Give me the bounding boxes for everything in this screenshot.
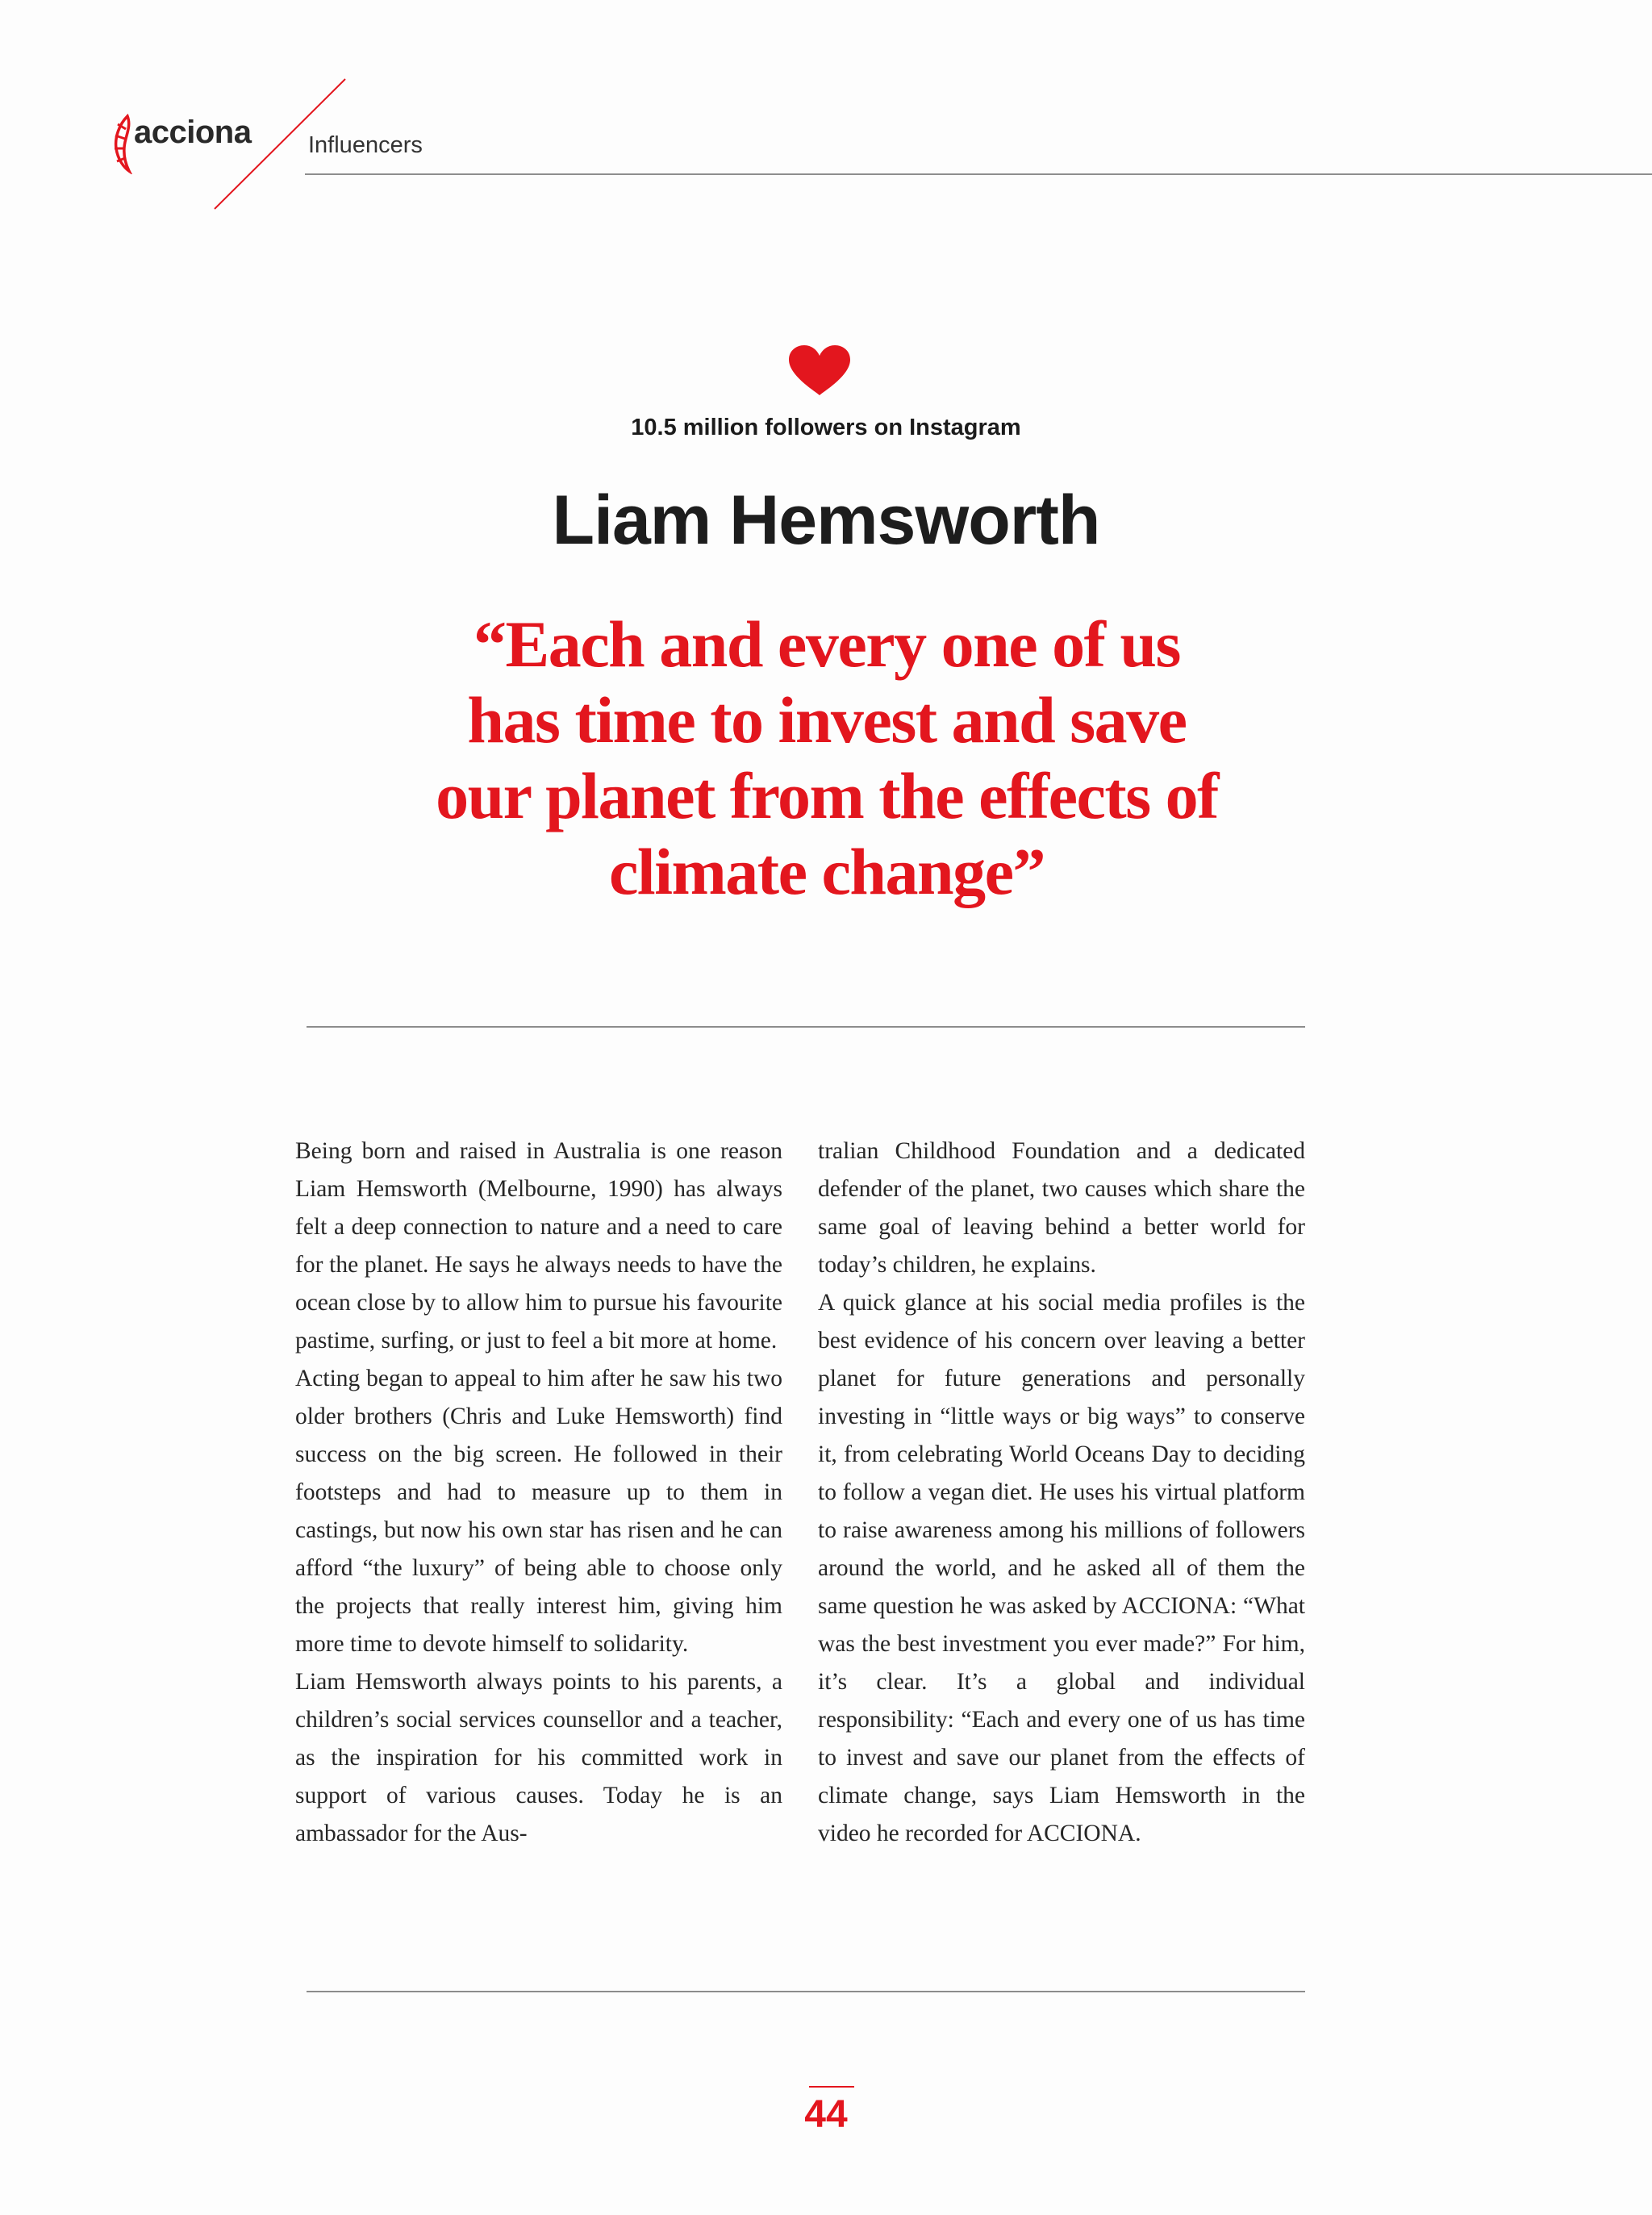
heart-icon — [787, 345, 852, 397]
quote-line: climate change” — [609, 835, 1045, 908]
quote-line: has time to invest and save — [467, 683, 1187, 757]
influencer-name: Liam Hemsworth — [552, 482, 1100, 559]
divider-top — [307, 1026, 1305, 1028]
paragraph: Liam Hemsworth always points to his parents, a children’s social services counsellor and a teacher, as the inspiration for his committed work in support of various causes. Today he is an ambassador for the Aus- — [295, 1669, 782, 1846]
paragraph: tralian Childhood Foundation and a dedicated defender of the planet, two causes which share the same goal of leaving behind a better world for today’s children, he explains. — [818, 1138, 1305, 1278]
divider-bottom — [307, 1991, 1305, 1992]
page-number-accent — [809, 2086, 854, 2088]
page-number: 44 — [804, 2093, 848, 2136]
paragraph: A quick glance at his social media profiles is the best evidence of his concern over leaving a better planet for future generations and personally investing in “little ways or big ways” to conserve it, from celebrating World Oceans Day to deciding to follow a vegan diet. He uses his virtual platform to raise awareness among his millions of followers around the world, and he asked all of them the same question he was asked by ACCIONA: “What was the best investment you ever made?” For him, it’s clear. It’s a global and individual responsibility: “Each and every one of us has time to invest and save our planet from the effects of climate change, says Liam Hemsworth in the video he recorded for ACCIONA. — [818, 1290, 1305, 1846]
quote-line: “Each and every one of us — [473, 607, 1180, 681]
followers-count: 10.5 million followers on Instagram — [631, 415, 1021, 440]
paragraph: Acting began to appeal to him after he saw his two older brothers (Chris and Luke Hemsworth) find success on the big screen. He followed in their footsteps and had to measure up to them in castings, but now his own star has risen and he can afford “the luxury” of being able to choose only the projects that really interest him, giving him more time to devote himself to solidarity. — [295, 1366, 782, 1657]
pull-quote — [307, 607, 1347, 910]
article-column-left — [295, 1133, 782, 1853]
logo-text: acciona — [134, 115, 252, 150]
section-label: Influencers — [308, 132, 423, 158]
header-rule — [305, 173, 1652, 175]
quote-line: our planet from the effects of — [436, 759, 1218, 832]
article-column-right — [818, 1133, 1305, 1853]
paragraph: Being born and raised in Australia is one reason Liam Hemsworth (Melbourne, 1990) has always felt a deep connection to nature and a need to care for the planet. He says he always needs to have the ocean close by to allow him to pursue his favourite pastime, surfing, or just to feel a bit more at home. — [295, 1138, 782, 1354]
